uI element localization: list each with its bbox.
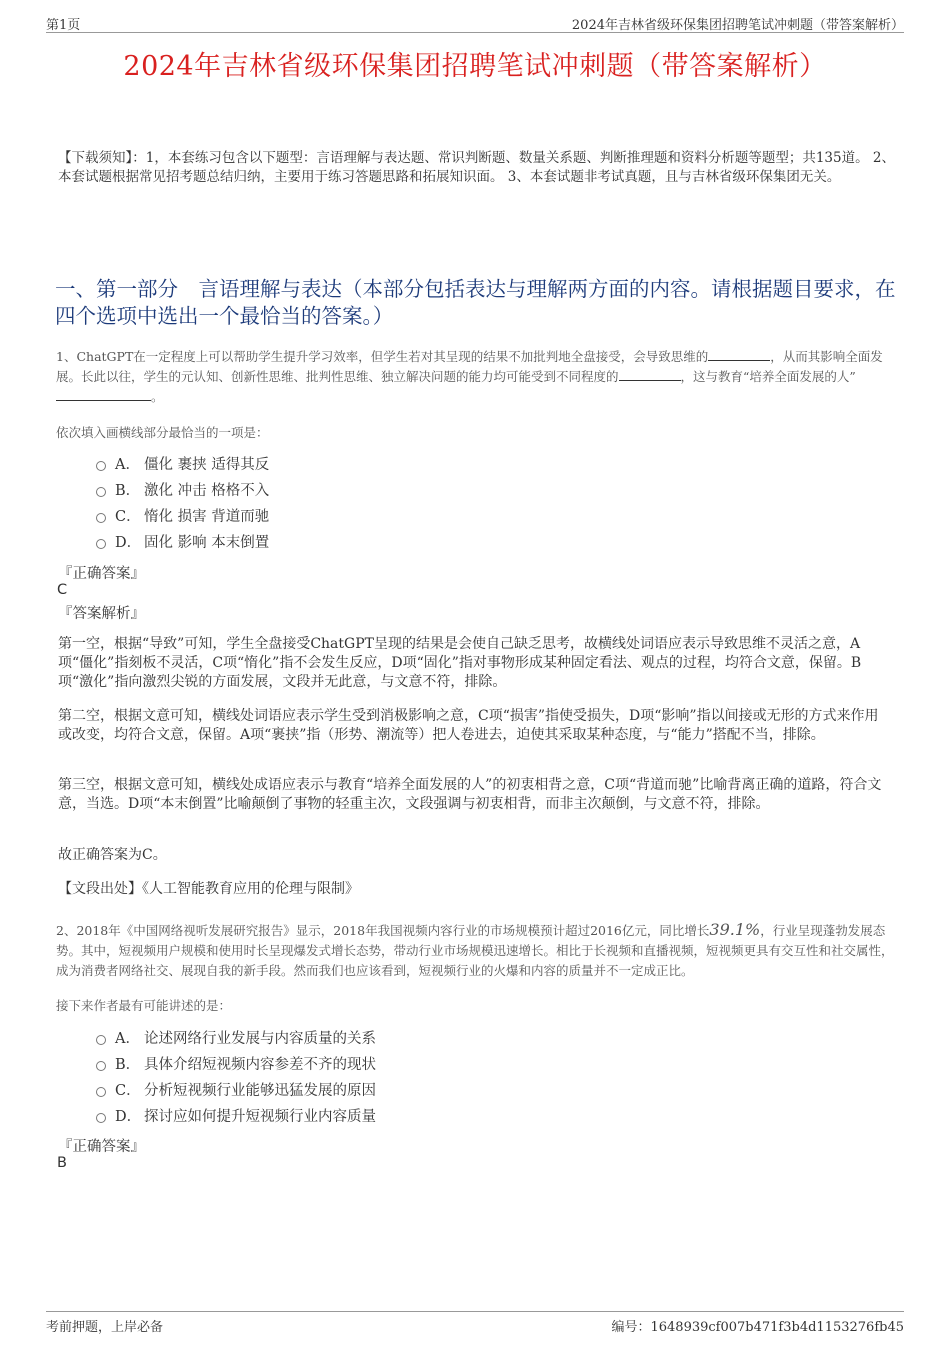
radio-button[interactable]: [96, 1113, 106, 1123]
question-2-prompt: 接下来作者最有可能讲述的是：: [56, 998, 232, 1013]
analysis-paragraph-2: 第二空，根据文意可知，横线处词语应表示学生受到消极影响之意，C项“损害”指使受损失，D项“影响”指以间接或无形的方式来作用或改变，均符合文意，保留。A项“裹挟”指（形势、潮流等）把人卷进去，迫使其采取某种态度，与“能力”搭配不当，排除。: [58, 708, 879, 743]
page-footer: [46, 1311, 904, 1334]
radio-button[interactable]: [96, 487, 106, 497]
analysis-paragraph-3: 第三空，根据文意可知，横线处成语应表示与教育“培养全面发展的人”的初衷相背之意，C项“背道而驰”比喻背离正确的道路，符合文意，当选。D项“本末倒置”比喻颠倒了事物的轻重主次，文段强调与初衷相背，而非主次颠倒，与文意不符，排除。: [58, 777, 882, 812]
growth-rate: 39.1%: [709, 920, 761, 939]
answer-label: 『正确答案』: [58, 1139, 145, 1155]
section-heading: 一、第一部分 言语理解与表达（本部分包括表达与理解两方面的内容。请根据题目要求，在四个选项中选出一个最恰当的答案。）: [55, 277, 896, 328]
radio-button[interactable]: [96, 539, 106, 549]
radio-button[interactable]: [96, 513, 106, 523]
question-1-prompt: 依次填入画横线部分最恰当的一项是：: [56, 425, 269, 440]
radio-button[interactable]: [96, 461, 106, 471]
answer-value: B: [57, 1155, 67, 1171]
question-2-stem: 2、2018年《中国网络视听发展研究报告》显示，2018年我国视频内容行业的市场规模预计超过2016亿元，同比增长39.1%，行业呈现蓬勃发展态势。其中，短视频用户规模和使用时长呈现爆发式增长态势，带动行业市场规模迅速增长。相比于长视频和直播视频，短视频更具有交互性和社交属性，成为消费者网络社交、展现自我的新手段。然而我们也应该看到，短视频行业的火爆和内容的质量并不一定成正比。: [56, 920, 894, 978]
blank-2: [619, 368, 681, 381]
document-title: 2024年吉林省级环保集团招聘笔试冲刺题（带答案解析）: [123, 51, 827, 82]
document-id: 编号：1648939cf007b471f3b4d1153276fb45: [611, 1320, 904, 1335]
blank-1: [708, 348, 770, 361]
download-notice: 【下载须知】：1，本套练习包含以下题型：言语理解与表达题、常识判断题、数量关系题、判断推理题和资料分析题等题型；共135道。 2、本套试题根据常见招考题总结归纳，主要用于练习答题思路和拓展知识面。 3、本套试题非考试真题，且与吉林省级环保集团无关。: [58, 150, 895, 185]
answer-label: 『正确答案』: [58, 566, 145, 582]
footer-slogan: 考前押题，上岸必备: [46, 1320, 164, 1335]
radio-button[interactable]: [96, 1035, 106, 1045]
question-1-stem: 1、ChatGPT在一定程度上可以帮助学生提升学习效率，但学生若对其呈现的结果不加批判地全盘接受，会导致思维的 ，从而其影响全面发展。长此以往，学生的元认知、创新性思维、批判性思维、独立解决问题的能力均可能受到不同程度的 ，这与教育“培养全面发展的人”。: [56, 349, 883, 404]
radio-button[interactable]: [96, 1061, 106, 1071]
header-doc-title: 2024年吉林省级环保集团招聘笔试冲刺题（带答案解析）: [571, 18, 904, 33]
page-number: 第1页: [46, 18, 81, 33]
page-header: [46, 14, 904, 33]
blank-3: [56, 388, 151, 401]
radio-button[interactable]: [96, 1087, 106, 1097]
analysis-conclusion: 故正确答案为C。: [58, 847, 167, 863]
analysis-paragraph-1: 第一空，根据“导致”可知，学生全盘接受ChatGPT呈现的结果是会使自己缺乏思考，故横线处词语应表示导致思维不灵活之意，A项“僵化”指刻板不灵活，C项“惰化”指不会发生反应，D项“固化”指对事物形成某种固定看法、观点的过程，均符合文意，保留。B项“激化”指向激烈尖锐的方面发展，文段并无此意，与文意不符，排除。: [58, 636, 862, 690]
analysis-label: 『答案解析』: [58, 606, 145, 622]
text-source: 【文段出处】《人工智能教育应用的伦理与限制》: [58, 881, 359, 897]
answer-value: C: [57, 582, 68, 598]
